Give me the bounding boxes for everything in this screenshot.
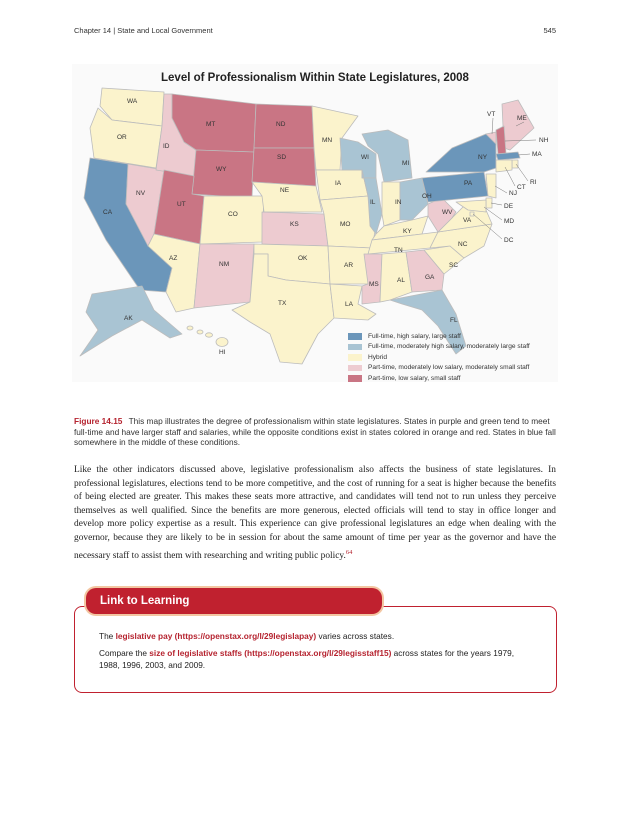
link-line-1-before: The bbox=[99, 631, 114, 641]
legend-swatch bbox=[348, 354, 362, 361]
label-GA: GA bbox=[425, 274, 435, 281]
label-NC: NC bbox=[458, 241, 468, 248]
state-KS bbox=[262, 212, 328, 246]
label-LA: LA bbox=[345, 301, 353, 308]
label-WA: WA bbox=[127, 98, 138, 105]
link-line-1 bbox=[99, 631, 519, 643]
label-MN: MN bbox=[322, 137, 333, 144]
label-AL: AL bbox=[397, 277, 405, 284]
label-SD: SD bbox=[277, 154, 287, 161]
label-PA: PA bbox=[464, 180, 473, 187]
label-SC: SC bbox=[449, 262, 459, 269]
figure-caption-text: This map illustrates the degree of professionalism within state legislatures. States in purple and green tend to meet full-time and have larger staff and salaries, while the opposite conditions exist in states colored in orange and red. States in blue fall somewhere in the middle of these conditions. bbox=[74, 416, 556, 448]
label-KY: KY bbox=[403, 228, 412, 235]
legislative-staffs-link[interactable]: size of legislative staffs (https://openstax.org/l/29legisstaff15) bbox=[149, 648, 392, 658]
legend-row bbox=[348, 331, 530, 342]
legend-swatch bbox=[348, 365, 362, 372]
legend-row bbox=[348, 373, 530, 384]
label-OR: OR bbox=[117, 134, 127, 141]
label-ME: ME bbox=[517, 115, 527, 122]
link-line-2-after: across states for the years 1979, 1988, 1996, 2003, and 2009. bbox=[99, 648, 515, 670]
legend-label: Full-time, moderately high salary, moderately large staff bbox=[368, 343, 530, 351]
label-ND: ND bbox=[276, 121, 286, 128]
label-WI: WI bbox=[361, 154, 369, 161]
label-IN: IN bbox=[395, 199, 402, 206]
state-NM bbox=[194, 244, 254, 308]
state-NY bbox=[426, 134, 496, 172]
legend-label: Full-time, high salary, large staff bbox=[368, 332, 461, 340]
state-WY bbox=[192, 150, 254, 198]
label-MT: MT bbox=[206, 121, 216, 128]
label-MO: MO bbox=[340, 221, 351, 228]
legend-label: Hybrid bbox=[368, 353, 388, 361]
state-NH bbox=[496, 126, 506, 154]
legend-swatch bbox=[348, 333, 362, 340]
map-title: Level of Professionalism Within State Legislatures, 2008 bbox=[161, 72, 469, 84]
page-number: 545 bbox=[543, 26, 556, 35]
label-RI: RI bbox=[530, 179, 537, 186]
map-legend bbox=[348, 331, 530, 384]
label-MI: MI bbox=[402, 160, 410, 167]
label-NH: NH bbox=[539, 137, 549, 144]
body-paragraph-text: Like the other indicators discussed above, legislative professionalism also affects the business of state legislatures. In professional legislatures, elections tend to be more competitive, and the cost of running for a seat is higher because the benefits of being elected are greater. This makes these seats more attractive, and candidates will tend not to run unless they perceive themselves as well qualified. Since the benefits are more generous, elected officials will tend to stay in office longer and develop more policy expertise as a result. This experience can give professional legislatures an edge when dealing with the governor, because they are likely to be in session for about the same amount of time per year as the governor and have the necessary staff to assist them with researching and writing public policy. bbox=[74, 465, 556, 561]
link-line-1-after: varies across states. bbox=[318, 631, 395, 641]
label-NJ: NJ bbox=[509, 190, 517, 197]
label-MS: MS bbox=[369, 281, 379, 288]
label-NY: NY bbox=[478, 154, 488, 161]
label-FL: FL bbox=[450, 317, 458, 324]
label-AK: AK bbox=[124, 315, 133, 322]
label-IA: IA bbox=[335, 180, 342, 187]
label-WV: WV bbox=[442, 209, 453, 216]
legend-row bbox=[348, 363, 530, 374]
footnote-ref[interactable]: 64 bbox=[345, 548, 353, 556]
legend-swatch bbox=[348, 375, 362, 382]
figure-caption bbox=[74, 416, 556, 448]
label-VA: VA bbox=[463, 217, 472, 224]
label-VT: VT bbox=[487, 111, 496, 118]
figure-map-panel bbox=[72, 64, 558, 382]
state-DC bbox=[470, 212, 474, 216]
label-ID: ID bbox=[163, 143, 170, 150]
label-DC: DC bbox=[504, 237, 514, 244]
state-NJ bbox=[486, 174, 496, 198]
state-CO bbox=[200, 196, 264, 244]
legend-label: Part-time, moderately low salary, moderately small staff bbox=[368, 364, 530, 372]
state-HI bbox=[187, 326, 228, 347]
label-TX: TX bbox=[278, 300, 287, 307]
label-WY: WY bbox=[216, 166, 227, 173]
label-DE: DE bbox=[504, 203, 514, 210]
legend-label: Part-time, low salary, small staff bbox=[368, 374, 461, 382]
state-CT bbox=[496, 160, 512, 172]
legislative-pay-link[interactable]: legislative pay (https://openstax.org/l/29legislapay) bbox=[115, 631, 317, 641]
figure-label: Figure 14.15 bbox=[74, 416, 123, 426]
chapter-title: Chapter 14 | State and Local Government bbox=[74, 26, 213, 35]
label-CT: CT bbox=[517, 184, 526, 191]
label-NV: NV bbox=[136, 190, 146, 197]
state-IA bbox=[316, 170, 368, 200]
body-paragraph bbox=[74, 464, 556, 563]
label-IL: IL bbox=[370, 199, 376, 206]
label-CO: CO bbox=[228, 211, 238, 218]
label-UT: UT bbox=[177, 201, 186, 208]
label-CA: CA bbox=[103, 209, 113, 216]
label-AR: AR bbox=[344, 262, 354, 269]
label-TN: TN bbox=[394, 247, 403, 254]
legend-row bbox=[348, 352, 530, 363]
label-NM: NM bbox=[219, 261, 230, 268]
label-NE: NE bbox=[280, 187, 290, 194]
label-MD: MD bbox=[504, 218, 515, 225]
state-RI bbox=[512, 160, 518, 168]
label-AZ: AZ bbox=[169, 255, 178, 262]
link-line-2-before: Compare the bbox=[99, 648, 147, 658]
legend-swatch bbox=[348, 344, 362, 351]
label-KS: KS bbox=[290, 221, 299, 228]
label-OK: OK bbox=[298, 255, 308, 262]
link-line-2 bbox=[99, 648, 519, 671]
label-OH: OH bbox=[422, 193, 432, 200]
link-to-learning-title: Link to Learning bbox=[86, 588, 382, 614]
label-MA: MA bbox=[532, 151, 542, 158]
state-PA bbox=[422, 172, 488, 202]
legend-row bbox=[348, 342, 530, 353]
label-HI: HI bbox=[219, 349, 226, 356]
